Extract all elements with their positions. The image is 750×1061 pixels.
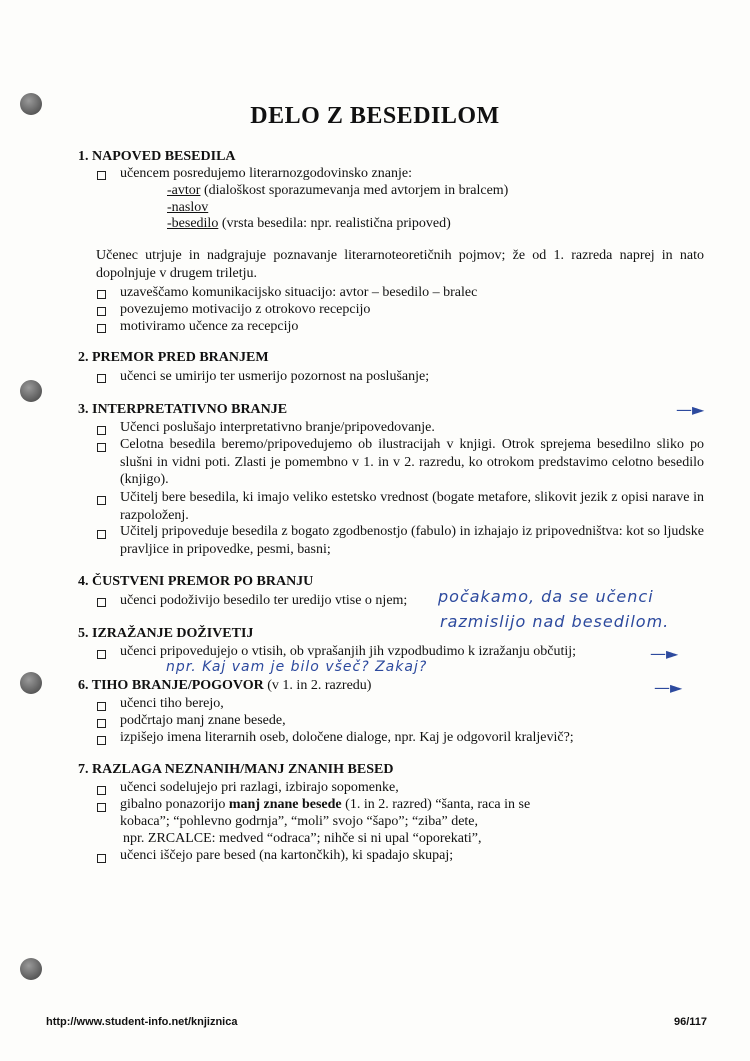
checkbox-bullet-icon: [97, 719, 106, 728]
punch-hole: [20, 672, 42, 694]
handwritten-note: počakamo, da se učenci: [438, 587, 654, 606]
checkbox-bullet-icon: [97, 324, 106, 333]
bullet-text: povezujemo motivacijo z otrokovo recepcijo: [120, 302, 371, 317]
checkbox-bullet-icon: [97, 530, 106, 539]
sub-item-term: -avtor: [167, 183, 201, 198]
checkbox-bullet-icon: [97, 702, 106, 711]
checkbox-bullet-icon: [97, 496, 106, 505]
bullet-text: Učitelj bere besedila, ki imajo veliko estetsko vrednost (bogate metafore, slikovit jezik z opisi narave in razpoloženj.: [120, 490, 704, 523]
checkbox-bullet-icon: [97, 171, 106, 180]
bullet-text-continued: kobaca”; “pohlevno godrnja”, “moli” svojo “šapo”; “ziba” dete,: [120, 814, 479, 829]
checkbox-bullet-icon: [97, 736, 106, 745]
page-title: DELO Z BESEDILOM: [250, 103, 500, 129]
sub-item: [167, 199, 208, 216]
footer-url: http://www.student-info.net/knjiznica: [46, 1016, 238, 1028]
sub-item-desc: (dialoškost sporazumevanja med avtorjem in bralcem): [200, 183, 509, 198]
paragraph: Učenec utrjuje in nadgrajuje poznavanje literarnoteoretičnih pojmov; že od 1. razreda naprej in nato dopolnjuje v drugem triletju.: [96, 248, 704, 281]
bullet-text: Celotna besedila beremo/pripovedujemo ob ilustracijah v knjigi. Otrok sprejema besedilno sliko po slušni in vidni poti. Zlasti je pomembno v 1. in v 2. razredu, ko otrokom predstavimo celotno besedilo (knjigo).: [120, 437, 704, 487]
checkbox-bullet-icon: [97, 786, 106, 795]
checkbox-bullet-icon: [97, 598, 106, 607]
section-heading: 7. RAZLAGA NEZNANIH/MANJ ZNANIH BESED: [78, 762, 394, 777]
bullet-text: izpišejo imena literarnih oseb, določene dialoge, npr. Kaj je odgovoril kraljevič?;: [120, 730, 574, 745]
section-heading: 1. NAPOVED BESEDILA: [78, 149, 236, 164]
section-heading: [78, 678, 371, 694]
handwritten-arrow-icon: —►: [654, 678, 683, 697]
bullet-text-bold: manj znane besede: [228, 797, 342, 812]
section-heading: 2. PREMOR PRED BRANJEM: [78, 350, 269, 365]
checkbox-bullet-icon: [97, 290, 106, 299]
bullet-text: učenci sodelujejo pri razlagi, izbirajo sopomenke,: [120, 780, 399, 795]
section-heading: 5. IZRAŽANJE DOŽIVETIJ: [78, 626, 254, 641]
section-heading-note: (v 1. in 2. razredu): [263, 678, 372, 693]
footer-page-number: 96/117: [673, 1016, 707, 1028]
handwritten-arrow-icon: —►: [676, 400, 705, 419]
bullet-text-part: (1. in 2. razred) “šanta, raca in se: [341, 797, 531, 812]
bullet-text: motiviramo učence za recepcijo: [120, 319, 299, 334]
bullet-text: učenci iščejo pare besed (na kartončkih), ki spadajo skupaj;: [120, 848, 454, 863]
bullet-text: učenci se umirijo ter usmerijo pozornost na poslušanje;: [120, 369, 430, 384]
handwritten-note: npr. Kaj vam je bilo všeč? Zakaj?: [166, 659, 428, 675]
bullet-text: učencem posredujemo literarnozgodovinsko znanje:: [120, 166, 412, 181]
sub-item: [167, 215, 451, 232]
bullet-text: učenci pripovedujejo o vtisih, ob vprašanjih jih vzpodbudimo k izražanju občutij;: [120, 644, 577, 659]
sub-item-term: -besedilo: [167, 216, 219, 231]
bullet-text-continued: npr. ZRCALCE: medved “odraca”; nihče si ni upal “oporekati”,: [123, 831, 482, 846]
bullet-text: učenci podoživijo besedilo ter uredijo vtise o njem;: [120, 593, 408, 608]
section-heading: 4. ČUSTVENI PREMOR PO BRANJU: [78, 574, 314, 589]
punch-hole: [20, 958, 42, 980]
handwritten-arrow-icon: —►: [650, 644, 679, 663]
bullet-text: Učitelj pripoveduje besedila z bogato zgodbenostjo (fabulo) in izhajajo iz pripovedništva: kot so ljudske pravljice in pripovedke, pesmi, basni;: [120, 524, 704, 557]
bullet-text-part: gibalno ponazorijo: [120, 797, 229, 812]
checkbox-bullet-icon: [97, 854, 106, 863]
punch-hole: [20, 380, 42, 402]
sub-item: [167, 182, 508, 199]
handwritten-note: razmislijo nad besedilom.: [440, 612, 670, 631]
bullet-text: učenci tiho berejo,: [120, 696, 224, 711]
sub-item-term: -naslov: [167, 200, 209, 215]
checkbox-bullet-icon: [97, 650, 106, 659]
bullet-text: podčrtajo manj znane besede,: [120, 713, 286, 728]
checkbox-bullet-icon: [97, 803, 106, 812]
checkbox-bullet-icon: [97, 307, 106, 316]
sub-item-desc: (vrsta besedila: npr. realistična pripoved): [218, 216, 451, 231]
section-heading: 3. INTERPRETATIVNO BRANJE: [78, 402, 288, 417]
bullet-text: [120, 796, 530, 813]
checkbox-bullet-icon: [97, 426, 106, 435]
bullet-text: Učenci poslušajo interpretativno branje/pripovedovanje.: [120, 420, 435, 435]
section-heading-title: 6. TIHO BRANJE/POGOVOR: [78, 678, 264, 693]
checkbox-bullet-icon: [97, 443, 106, 452]
bullet-text: uzaveščamo komunikacijsko situacijo: avtor – besedilo – bralec: [120, 285, 478, 300]
checkbox-bullet-icon: [97, 374, 106, 383]
